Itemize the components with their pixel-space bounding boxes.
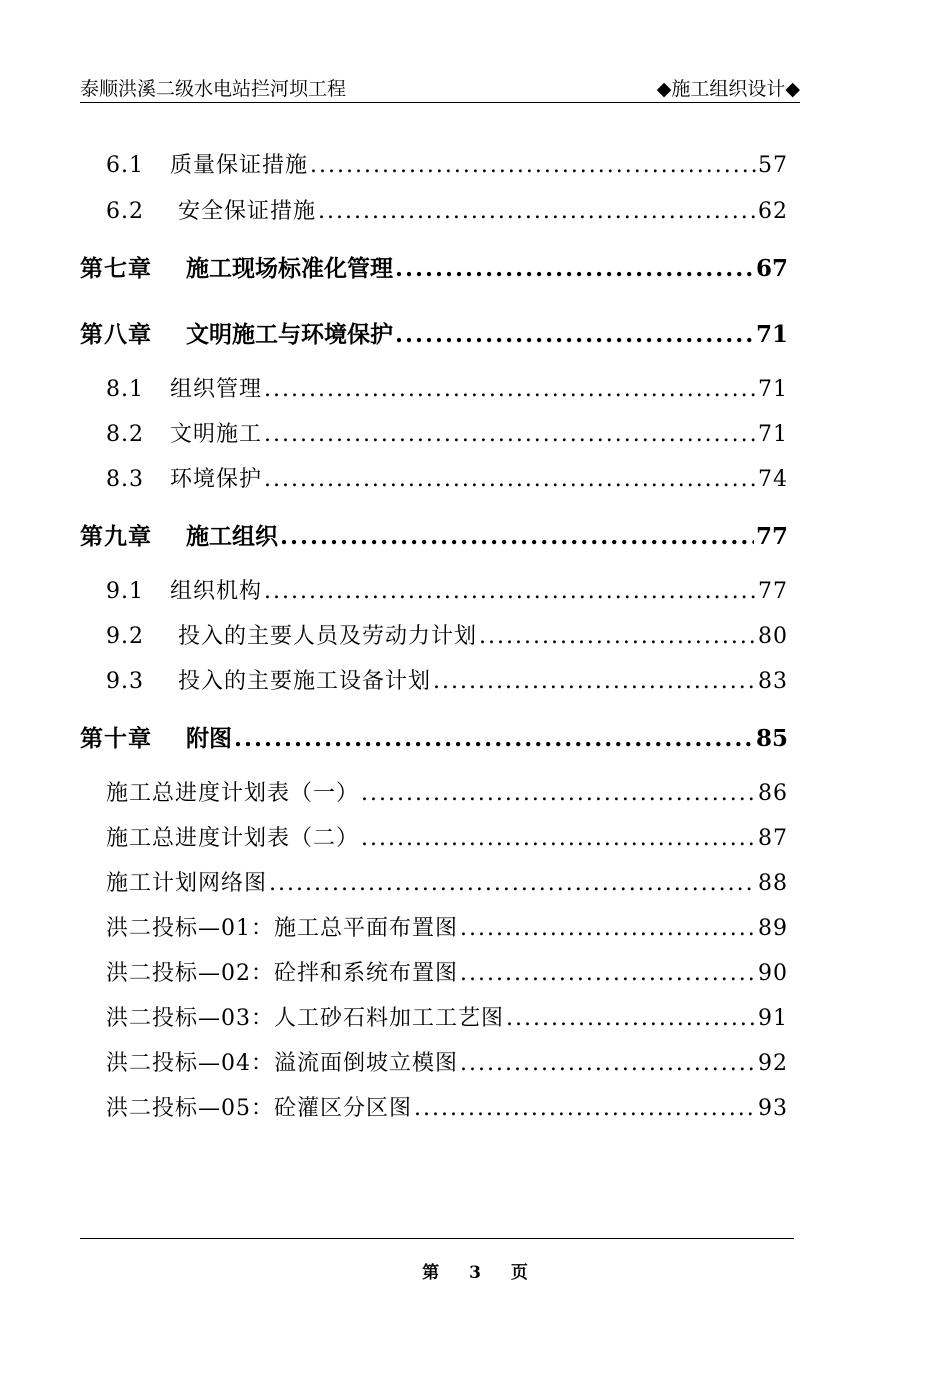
toc-page: 93 bbox=[758, 1096, 788, 1121]
toc-title: 组织机构 bbox=[170, 579, 263, 604]
toc-title: 施工组织 bbox=[186, 523, 278, 550]
toc-page: 77 bbox=[755, 523, 788, 550]
toc-number: 9.1 bbox=[106, 579, 144, 604]
toc-title: 投入的主要施工设备计划 bbox=[178, 669, 432, 694]
toc-title: 文明施工与环境保护 bbox=[186, 321, 393, 348]
toc-number: 第七章 bbox=[80, 255, 152, 282]
toc-leader bbox=[506, 1006, 756, 1031]
toc-title: 环境保护 bbox=[170, 467, 263, 492]
toc-title: 文明施工 bbox=[170, 422, 263, 447]
toc-leader bbox=[264, 377, 756, 402]
toc-appendix-network-diagram[interactable] bbox=[106, 866, 788, 897]
toc-page: 74 bbox=[758, 467, 788, 492]
toc-leader bbox=[460, 916, 756, 941]
footer-prefix: 第 bbox=[422, 1263, 440, 1283]
toc-number: 9.3 bbox=[106, 669, 144, 694]
toc-entry-8-3[interactable] bbox=[106, 462, 788, 493]
toc-page: 71 bbox=[758, 377, 788, 402]
toc-page: 90 bbox=[758, 961, 788, 986]
toc-leader bbox=[395, 255, 754, 282]
toc-entry-6-2[interactable] bbox=[106, 194, 788, 225]
toc-page: 92 bbox=[758, 1051, 788, 1076]
toc-page: 80 bbox=[758, 624, 788, 649]
toc-leader bbox=[310, 153, 756, 178]
toc-entry-9-3[interactable] bbox=[106, 664, 788, 695]
header-document-type: ◆施工组织设计◆ bbox=[656, 78, 800, 100]
toc-leader bbox=[479, 624, 756, 649]
toc-entry-8-2[interactable] bbox=[106, 417, 788, 448]
toc-page: 83 bbox=[758, 669, 788, 694]
toc-leader bbox=[318, 199, 756, 224]
toc-drawing-05[interactable] bbox=[106, 1091, 788, 1122]
footer-divider bbox=[80, 1238, 794, 1239]
toc-drawing-04[interactable] bbox=[106, 1046, 788, 1077]
toc-page: 71 bbox=[755, 321, 788, 348]
toc-title: 洪二投标—03：人工砂石料加工工艺图 bbox=[106, 1006, 504, 1031]
toc-entry-8-1[interactable] bbox=[106, 372, 788, 403]
toc-leader bbox=[460, 1051, 756, 1076]
toc-number: 第九章 bbox=[80, 523, 152, 550]
toc-leader bbox=[361, 781, 756, 806]
toc-number: 6.2 bbox=[106, 199, 144, 224]
page-header bbox=[80, 72, 800, 103]
toc-leader bbox=[395, 321, 754, 348]
toc-title: 质量保证措施 bbox=[170, 153, 309, 178]
toc-entry-6-1[interactable] bbox=[106, 148, 788, 179]
toc-leader bbox=[269, 871, 756, 896]
toc-page: 57 bbox=[758, 153, 788, 178]
toc-page: 71 bbox=[758, 422, 788, 447]
toc-chapter-7[interactable] bbox=[80, 250, 788, 283]
toc-number: 6.1 bbox=[106, 153, 144, 178]
toc-page: 89 bbox=[758, 916, 788, 941]
toc-page: 77 bbox=[758, 579, 788, 604]
toc-leader bbox=[460, 961, 756, 986]
toc-page: 87 bbox=[758, 826, 788, 851]
toc-leader bbox=[414, 1096, 756, 1121]
toc-leader bbox=[264, 422, 756, 447]
toc-appendix-schedule-2[interactable] bbox=[106, 821, 788, 852]
toc-leader bbox=[264, 579, 756, 604]
page-footer bbox=[0, 1258, 950, 1283]
toc-title: 洪二投标—04：溢流面倒坡立模图 bbox=[106, 1051, 458, 1076]
toc-page: 85 bbox=[755, 725, 788, 752]
header-project-title: 泰顺洪溪二级水电站拦河坝工程 bbox=[80, 78, 347, 100]
toc-title: 投入的主要人员及劳动力计划 bbox=[178, 624, 478, 649]
toc-leader bbox=[264, 467, 756, 492]
toc-title: 洪二投标—01：施工总平面布置图 bbox=[106, 916, 458, 941]
toc-page: 62 bbox=[758, 199, 788, 224]
toc-leader bbox=[234, 725, 754, 752]
toc-entry-9-2[interactable] bbox=[106, 619, 788, 650]
toc-leader bbox=[433, 669, 756, 694]
toc-number: 9.2 bbox=[106, 624, 144, 649]
toc-title: 洪二投标—02：砼拌和系统布置图 bbox=[106, 961, 458, 986]
toc-number: 8.2 bbox=[106, 422, 144, 447]
toc-number: 第八章 bbox=[80, 321, 152, 348]
toc-page: 88 bbox=[758, 871, 788, 896]
footer-page-number: 3 bbox=[469, 1263, 481, 1283]
toc-page: 67 bbox=[755, 255, 788, 282]
toc-title: 附图 bbox=[186, 725, 232, 752]
toc-title: 洪二投标—05：砼灌区分区图 bbox=[106, 1096, 412, 1121]
footer-suffix: 页 bbox=[510, 1263, 528, 1283]
toc-leader bbox=[280, 523, 754, 550]
toc-number: 8.3 bbox=[106, 467, 144, 492]
toc-chapter-9[interactable] bbox=[80, 518, 788, 551]
toc-number: 第十章 bbox=[80, 725, 152, 752]
toc-page: 91 bbox=[758, 1006, 788, 1031]
toc-number: 8.1 bbox=[106, 377, 144, 402]
toc-page: 86 bbox=[758, 781, 788, 806]
toc-title: 施工总进度计划表（二） bbox=[106, 826, 360, 851]
toc-title: 施工总进度计划表（一） bbox=[106, 781, 360, 806]
toc-drawing-01[interactable] bbox=[106, 911, 788, 942]
toc-chapter-10[interactable] bbox=[80, 720, 788, 753]
toc-title: 施工现场标准化管理 bbox=[186, 255, 393, 282]
toc-chapter-8[interactable] bbox=[80, 316, 788, 349]
toc-leader bbox=[361, 826, 756, 851]
toc-title: 组织管理 bbox=[170, 377, 263, 402]
toc-appendix-schedule-1[interactable] bbox=[106, 776, 788, 807]
toc-drawing-03[interactable] bbox=[106, 1001, 788, 1032]
toc-title: 施工计划网络图 bbox=[106, 871, 268, 896]
toc-entry-9-1[interactable] bbox=[106, 574, 788, 605]
toc-drawing-02[interactable] bbox=[106, 956, 788, 987]
toc-title: 安全保证措施 bbox=[178, 199, 317, 224]
